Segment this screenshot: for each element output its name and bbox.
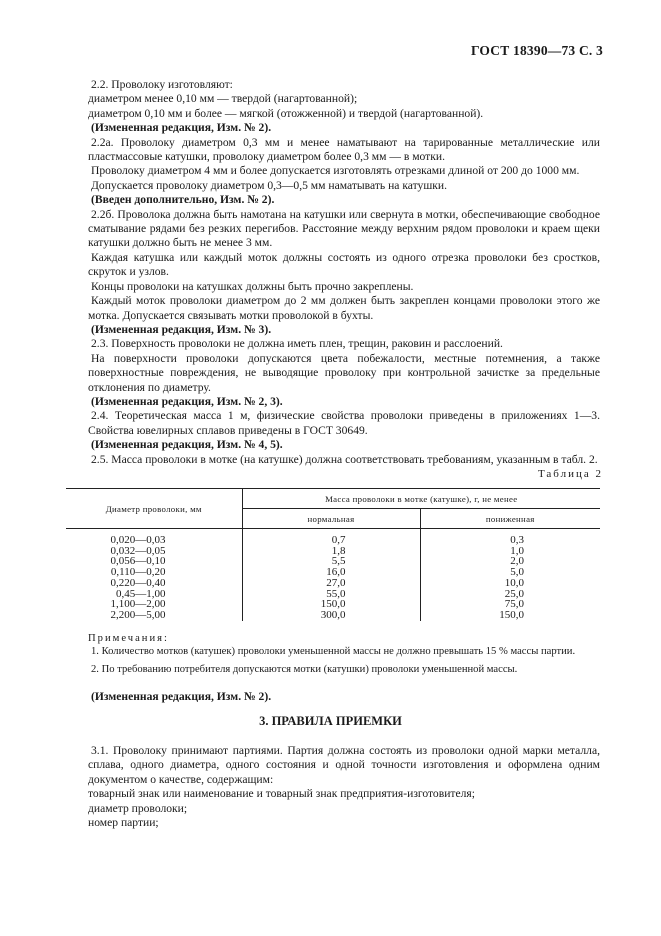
paragraph-text: диаметр проволоки; — [88, 801, 188, 815]
note-2: 2. По требованию потребителя допускаются мотки (катушки) проволоки уменьшенной массы. — [91, 664, 518, 675]
paragraph-2-2: 2.2. Проволоку изготовляют: — [91, 78, 233, 91]
notes-heading: Примечания: — [88, 633, 169, 644]
edit-note: (Измененная редакция, Изм. № 2, 3). — [91, 394, 283, 408]
cell-diameter: 0,220—0,40 — [110, 576, 166, 589]
cell-diameter: 1,100—2,00 — [110, 598, 166, 611]
section-title: 3. ПРАВИЛА ПРИЕМКИ — [259, 714, 402, 728]
paragraph-2-2a: 2.2а. Проволоку диаметром 0,3 мм и менее наматывают на тарированные металлические или пластмассовые катушки, проволоку диаметром более 0,3 мм — в мотки. — [88, 135, 600, 164]
edit-note: (Измененная редакция, Изм. № 4, 5). — [91, 438, 283, 452]
paragraph-text: Концы проволоки на катушках должны быть прочно закреплены. — [91, 279, 414, 293]
body-text — [88, 78, 600, 467]
paragraph-text: Допускается проволоку диаметром 0,3—0,5 мм наматывать на катушки. — [91, 178, 448, 192]
cell-normal: 27,0 — [242, 578, 420, 589]
cell-diameter: 2,200—5,00 — [110, 608, 166, 621]
header-mass: Масса проволоки в мотке (катушке), г, не менее — [242, 489, 600, 509]
paragraph-2-5: 2.5. Масса проволоки в мотке (на катушке) должна соответствовать требованиям, указанным в табл. 2. — [91, 452, 598, 466]
table-row — [66, 578, 600, 589]
header-normal: нормальная — [242, 509, 420, 529]
paragraph-text: номер партии; — [88, 816, 159, 830]
header-reduced: пониженная — [420, 509, 600, 529]
cell-normal: 55,0 — [242, 589, 420, 600]
cell-normal: 0,7 — [242, 535, 420, 546]
table-row — [66, 610, 600, 621]
paragraph-2-4: 2.4. Теоретическая масса 1 м, физические свойства проволоки приведены в приложениях 1—3. Свойства ювелирных сплавов приведены в ГОСТ 30649. — [88, 409, 600, 437]
paragraph-2-3: 2.3. Поверхность проволоки не должна иметь плен, трещин, раковин и расслоений. — [91, 337, 503, 351]
table-2 — [66, 488, 600, 621]
cell-reduced: 5,0 — [420, 567, 600, 578]
edit-note: (Измененная редакция, Изм. № 2). — [91, 690, 272, 703]
paragraph-text: диаметром менее 0,10 мм — твердой (нагартованной); — [88, 92, 358, 106]
paragraph-text: диаметром 0,10 мм и более — мягкой (отожженной) и твердой (нагартованной). — [88, 106, 484, 120]
edit-note: (Измененная редакция, Изм. № 2). — [91, 121, 272, 135]
table-caption: Таблица 2 — [537, 468, 603, 480]
paragraph-text: На поверхности проволоки допускаются цвета побежалости, местные потемнения, а также поверхностные повреждения, не выводящие проволоку при контрольной зачистке за предельные отклонения по диаметру. — [88, 351, 600, 394]
cell-reduced: 0,3 — [420, 535, 600, 546]
note-1: 1. Количество мотков (катушек) проволоки уменьшенной массы не должно превышать 15 % массы партии. — [91, 646, 576, 657]
paragraph-3-1: 3.1. Проволоку принимают партиями. Партия должна состоять из проволоки одной марки металла, сплава, одного диаметра, одного состояния и одной точности изготовления и оформлена одним документом о качестве, содержащим: — [88, 744, 600, 786]
paragraph-text: Проволоку диаметром 4 мм и более допускается изготовлять отрезками длиной от 200 до 1000 мм. — [91, 164, 580, 178]
cell-reduced: 75,0 — [420, 599, 600, 610]
cell-normal: 300,0 — [242, 610, 420, 621]
cell-normal: 150,0 — [242, 599, 420, 610]
notes — [88, 632, 600, 676]
page-header: ГОСТ 18390—73 С. 3 — [470, 43, 603, 58]
cell-normal: 5,5 — [242, 556, 420, 567]
cell-normal: 1,8 — [242, 546, 420, 557]
cell-reduced: 150,0 — [420, 610, 600, 621]
cell-reduced: 25,0 — [420, 589, 600, 600]
paragraph-2-2b: 2.2б. Проволока должна быть намотана на катушки или свернута в мотки, обеспечивающие свободное сматывание рядами без резких перегибов. Расстояние между верхним рядом проволоки и краем щеки катушки должно быть не менее 3 мм. — [88, 207, 600, 250]
cell-normal: 16,0 — [242, 567, 420, 578]
edit-note: (Измененная редакция, Изм. № 3). — [91, 322, 272, 336]
paragraph-text: Каждый моток проволоки диаметром до 2 мм должен быть закреплен концами проволоки этого же мотка. Допускается связывать мотки проволокой в бухты. — [88, 294, 600, 322]
section-3-text — [88, 744, 600, 830]
paragraph-text: Каждая катушка или каждый моток должны состоять из одного отрезка проволоки без сростков, скруток и узлов. — [88, 250, 600, 279]
edit-note: (Введен дополнительно, Изм. № 2). — [91, 193, 275, 207]
cell-diameter: 0,45—1,00 — [116, 587, 166, 600]
cell-diameter: 0,032—0,05 — [110, 544, 166, 557]
cell-reduced: 2,0 — [420, 556, 600, 567]
cell-reduced: 1,0 — [420, 546, 600, 557]
header-diameter: Диаметр проволоки, мм — [66, 489, 242, 529]
paragraph-text: товарный знак или наименование и товарный знак предприятия-изготовителя; — [88, 787, 475, 801]
cell-diameter: 0,020—0,03 — [110, 534, 166, 546]
cell-reduced: 10,0 — [420, 578, 600, 589]
cell-diameter: 0,110—0,20 — [110, 566, 166, 579]
cell-diameter: 0,056—0,10 — [110, 555, 166, 568]
